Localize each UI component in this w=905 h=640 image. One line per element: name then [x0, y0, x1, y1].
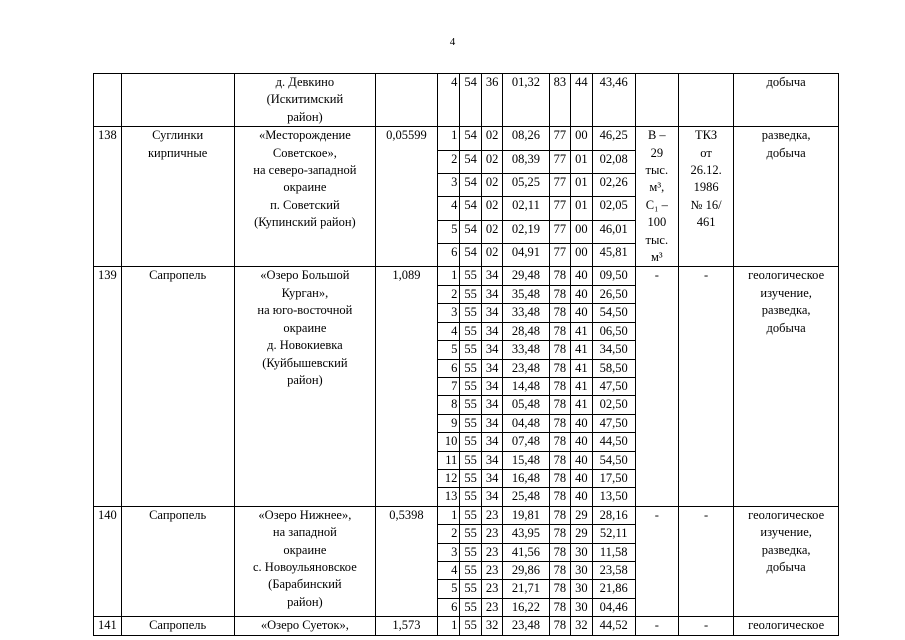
lon-seconds: 04,46 — [592, 598, 635, 616]
lat-degrees: 54 — [460, 127, 482, 150]
deposit-name — [234, 74, 376, 127]
lat-minutes: 23 — [481, 506, 503, 524]
area-value: 0,5398 — [376, 506, 438, 616]
cell-line: «Озеро Нижнее», — [258, 507, 352, 522]
lat-degrees: 54 — [460, 173, 482, 196]
page-number: 4 — [449, 36, 456, 48]
lon-degrees: 78 — [549, 285, 571, 303]
cell-line: 1986 — [693, 180, 719, 195]
lon-degrees: 78 — [549, 322, 571, 340]
lon-minutes: 41 — [571, 322, 593, 340]
lon-seconds: 54,50 — [592, 451, 635, 469]
lat-seconds: 33,48 — [503, 304, 549, 322]
cell-line: - — [703, 507, 709, 522]
lon-seconds: 43,46 — [592, 74, 635, 127]
entry-number: 138 — [94, 127, 122, 267]
lat-minutes: 36 — [481, 74, 503, 127]
cell-line: окраине — [283, 542, 327, 557]
approval-document — [678, 127, 733, 267]
approval-document — [678, 74, 733, 127]
lon-seconds: 34,50 — [592, 341, 635, 359]
deposit-name — [234, 617, 376, 635]
lat-minutes: 02 — [481, 173, 503, 196]
lat-minutes: 34 — [481, 267, 503, 285]
point-number: 3 — [437, 173, 460, 196]
lat-minutes: 23 — [481, 543, 503, 561]
lon-seconds: 47,50 — [592, 377, 635, 395]
lon-degrees: 78 — [549, 488, 571, 506]
lat-degrees: 55 — [460, 598, 482, 616]
lon-minutes: 40 — [571, 433, 593, 451]
cell-line: «Месторождение — [258, 128, 351, 143]
entry-number: 140 — [94, 506, 122, 616]
point-number: 1 — [437, 506, 460, 524]
lon-minutes: 40 — [571, 469, 593, 487]
lon-seconds: 06,50 — [592, 322, 635, 340]
lon-minutes: 40 — [571, 267, 593, 285]
cell-line: (Купинский район) — [254, 215, 356, 230]
lon-degrees: 78 — [549, 377, 571, 395]
lon-seconds: 23,58 — [592, 561, 635, 579]
lon-seconds: 54,50 — [592, 304, 635, 322]
lat-degrees: 54 — [460, 220, 482, 243]
lat-minutes: 34 — [481, 304, 503, 322]
cell-line: «Озеро Суеток», — [260, 618, 349, 633]
use-purpose — [734, 617, 839, 635]
lon-seconds: 44,52 — [592, 617, 635, 635]
point-number: 2 — [437, 150, 460, 173]
lat-seconds: 23,48 — [503, 617, 549, 635]
lon-minutes: 30 — [571, 561, 593, 579]
lat-degrees: 55 — [460, 617, 482, 635]
point-number: 6 — [437, 598, 460, 616]
lat-seconds: 16,22 — [503, 598, 549, 616]
lat-degrees: 55 — [460, 304, 482, 322]
point-number: 6 — [437, 244, 460, 267]
lat-degrees: 55 — [460, 488, 482, 506]
lon-seconds: 11,58 — [592, 543, 635, 561]
reserves — [635, 506, 678, 616]
area-value: 1,089 — [376, 267, 438, 506]
lon-minutes: 40 — [571, 414, 593, 432]
deposit-registry-table — [93, 73, 839, 636]
area-value: 1,573 — [376, 617, 438, 635]
lat-degrees: 55 — [460, 561, 482, 579]
lat-seconds: 28,48 — [503, 322, 549, 340]
lat-seconds: 21,71 — [503, 580, 549, 598]
lon-minutes: 41 — [571, 341, 593, 359]
area-value — [376, 74, 438, 127]
point-number: 13 — [437, 488, 460, 506]
lon-minutes: 01 — [571, 150, 593, 173]
cell-line: С₁ – — [645, 197, 668, 212]
point-number: 2 — [437, 285, 460, 303]
cell-line: Сапропель — [149, 507, 207, 522]
lat-seconds: 01,32 — [503, 74, 549, 127]
mineral-type — [121, 74, 234, 127]
point-number: 8 — [437, 396, 460, 414]
lon-seconds: 02,26 — [592, 173, 635, 196]
cell-line: окраине — [283, 180, 327, 195]
cell-line: на западной — [272, 525, 337, 540]
point-number: 7 — [437, 377, 460, 395]
cell-line: добыча — [766, 75, 806, 89]
lon-minutes: 40 — [571, 488, 593, 506]
lat-seconds: 02,11 — [503, 197, 549, 220]
lat-minutes: 34 — [481, 433, 503, 451]
cell-line: кирпичные — [147, 145, 208, 160]
point-number: 5 — [437, 341, 460, 359]
lat-seconds: 19,81 — [503, 506, 549, 524]
deposit-name — [234, 127, 376, 267]
lat-minutes: 34 — [481, 341, 503, 359]
lon-minutes: 40 — [571, 304, 593, 322]
lon-minutes: 00 — [571, 244, 593, 267]
cell-line: «Озеро Большой — [260, 268, 350, 283]
use-purpose — [734, 74, 839, 127]
lat-seconds: 16,48 — [503, 469, 549, 487]
point-number: 3 — [437, 543, 460, 561]
point-number: 1 — [437, 127, 460, 150]
lat-degrees: 55 — [460, 396, 482, 414]
lon-degrees: 78 — [549, 561, 571, 579]
cell-line: окраине — [283, 320, 327, 335]
lon-minutes: 30 — [571, 598, 593, 616]
cell-line: В – — [647, 128, 666, 143]
cell-line: Сапропель — [149, 618, 207, 633]
lon-degrees: 78 — [549, 304, 571, 322]
lon-seconds: 47,50 — [592, 414, 635, 432]
use-purpose — [734, 267, 839, 506]
lon-minutes: 41 — [571, 377, 593, 395]
cell-line: Суглинки — [152, 128, 204, 143]
point-number: 1 — [437, 617, 460, 635]
lat-minutes: 34 — [481, 451, 503, 469]
lat-minutes: 34 — [481, 377, 503, 395]
lon-seconds: 17,50 — [592, 469, 635, 487]
point-number: 2 — [437, 525, 460, 543]
cell-line: тыс. — [645, 163, 669, 178]
lat-degrees: 55 — [460, 433, 482, 451]
lon-minutes: 40 — [571, 451, 593, 469]
cell-line: тыс. — [645, 232, 669, 247]
lon-degrees: 83 — [549, 74, 571, 127]
lon-minutes: 01 — [571, 197, 593, 220]
lon-degrees: 77 — [549, 244, 571, 267]
cell-line: на северо-западной — [253, 163, 357, 178]
lat-minutes: 23 — [481, 525, 503, 543]
lon-degrees: 77 — [549, 220, 571, 243]
lat-seconds: 04,48 — [503, 414, 549, 432]
lon-seconds: 02,08 — [592, 150, 635, 173]
cell-line: - — [654, 268, 659, 283]
lon-seconds: 09,50 — [592, 267, 635, 285]
point-number: 4 — [437, 561, 460, 579]
table-row — [94, 617, 839, 635]
lon-degrees: 77 — [549, 150, 571, 173]
mineral-type — [121, 506, 234, 616]
use-purpose — [734, 127, 839, 267]
lat-degrees: 54 — [460, 150, 482, 173]
lon-minutes: 30 — [571, 580, 593, 598]
lon-degrees: 78 — [549, 359, 571, 377]
lon-seconds: 44,50 — [592, 433, 635, 451]
deposit-name — [234, 267, 376, 506]
lat-seconds: 08,39 — [503, 150, 549, 173]
lon-minutes: 00 — [571, 127, 593, 150]
entry-number — [94, 74, 122, 127]
lon-degrees: 78 — [549, 451, 571, 469]
cell-line: геологическое — [748, 507, 825, 522]
lat-degrees: 55 — [460, 285, 482, 303]
cell-line: разведка, — [761, 542, 811, 557]
lon-degrees: 77 — [549, 197, 571, 220]
cell-line: добыча — [766, 320, 806, 335]
approval-document — [678, 267, 733, 506]
cell-line: добыча — [766, 145, 806, 160]
lat-minutes: 02 — [481, 244, 503, 267]
lat-degrees: 55 — [460, 580, 482, 598]
lon-seconds: 52,11 — [592, 525, 635, 543]
lat-degrees: 55 — [460, 451, 482, 469]
lat-seconds: 07,48 — [503, 433, 549, 451]
table-row — [94, 74, 839, 127]
cell-line: Советское», — [272, 145, 337, 160]
cell-line: геологическое — [748, 618, 825, 633]
lon-seconds: 58,50 — [592, 359, 635, 377]
lat-degrees: 55 — [460, 267, 482, 285]
cell-line: - — [654, 618, 659, 633]
lat-minutes: 34 — [481, 285, 503, 303]
lon-degrees: 78 — [549, 469, 571, 487]
cell-line: 29 — [650, 145, 664, 160]
lat-seconds: 05,25 — [503, 173, 549, 196]
lon-seconds: 21,86 — [592, 580, 635, 598]
cell-line: на юго-восточной — [257, 303, 353, 318]
lon-seconds: 46,01 — [592, 220, 635, 243]
deposit-name — [234, 506, 376, 616]
lat-degrees: 55 — [460, 506, 482, 524]
lon-minutes: 44 — [571, 74, 593, 127]
lon-degrees: 78 — [549, 506, 571, 524]
mineral-type — [121, 267, 234, 506]
entry-number: 139 — [94, 267, 122, 506]
lat-degrees: 55 — [460, 543, 482, 561]
cell-line: (Барабинский — [268, 577, 342, 592]
cell-line: разведка, — [761, 128, 811, 143]
lon-degrees: 78 — [549, 617, 571, 635]
cell-line: п. Советский — [270, 197, 340, 212]
lat-seconds: 15,48 — [503, 451, 549, 469]
lat-minutes: 02 — [481, 150, 503, 173]
lon-minutes: 32 — [571, 617, 593, 635]
table-body — [94, 74, 839, 636]
reserves — [635, 127, 678, 267]
lat-minutes: 34 — [481, 396, 503, 414]
cell-line: с. Новоульяновское — [253, 559, 357, 574]
table-row — [94, 267, 839, 285]
lat-seconds: 04,91 — [503, 244, 549, 267]
lat-degrees: 55 — [460, 322, 482, 340]
lon-minutes: 29 — [571, 506, 593, 524]
lat-minutes: 02 — [481, 127, 503, 150]
cell-line: от — [700, 145, 712, 160]
lat-seconds: 29,48 — [503, 267, 549, 285]
lon-seconds: 46,25 — [592, 127, 635, 150]
approval-document — [678, 617, 733, 635]
cell-line: - — [703, 268, 709, 283]
cell-line: 26.12. — [690, 163, 722, 178]
lat-degrees: 55 — [460, 359, 482, 377]
lat-seconds: 33,48 — [503, 341, 549, 359]
lat-minutes: 34 — [481, 322, 503, 340]
area-value: 0,05599 — [376, 127, 438, 267]
lon-minutes: 41 — [571, 359, 593, 377]
cell-line: ТКЗ — [694, 128, 718, 143]
lon-degrees: 78 — [549, 341, 571, 359]
cell-line: добыча — [766, 559, 806, 574]
point-number: 5 — [437, 580, 460, 598]
lon-degrees: 78 — [549, 525, 571, 543]
cell-line: геологическое — [748, 268, 825, 283]
lon-minutes: 30 — [571, 543, 593, 561]
lon-degrees: 78 — [549, 543, 571, 561]
lat-seconds: 14,48 — [503, 377, 549, 395]
lon-degrees: 78 — [549, 433, 571, 451]
cell-line: разведка, — [761, 303, 811, 318]
lon-degrees: 78 — [549, 598, 571, 616]
cell-line: (Искитимский — [266, 92, 344, 107]
lat-seconds: 02,19 — [503, 220, 549, 243]
lat-minutes: 02 — [481, 220, 503, 243]
lat-minutes: 23 — [481, 561, 503, 579]
lat-degrees: 55 — [460, 525, 482, 543]
lat-degrees: 54 — [460, 244, 482, 267]
lon-minutes: 40 — [571, 285, 593, 303]
lat-minutes: 34 — [481, 469, 503, 487]
lat-minutes: 34 — [481, 488, 503, 506]
lat-degrees: 55 — [460, 414, 482, 432]
lon-seconds: 45,81 — [592, 244, 635, 267]
lat-degrees: 54 — [460, 74, 482, 127]
approval-document — [678, 506, 733, 616]
lat-seconds: 08,26 — [503, 127, 549, 150]
lon-degrees: 78 — [549, 580, 571, 598]
mineral-type — [121, 617, 234, 635]
cell-line: изучение, — [760, 525, 812, 540]
lat-seconds: 25,48 — [503, 488, 549, 506]
point-number: 6 — [437, 359, 460, 377]
lat-degrees: 54 — [460, 197, 482, 220]
lat-minutes: 23 — [481, 580, 503, 598]
lat-seconds: 43,95 — [503, 525, 549, 543]
lon-seconds: 02,05 — [592, 197, 635, 220]
point-number: 5 — [437, 220, 460, 243]
cell-line: (Куйбышевский — [262, 355, 348, 370]
lon-minutes: 00 — [571, 220, 593, 243]
lon-seconds: 26,50 — [592, 285, 635, 303]
lon-degrees: 78 — [549, 414, 571, 432]
lat-seconds: 29,86 — [503, 561, 549, 579]
lon-seconds: 02,50 — [592, 396, 635, 414]
cell-line: Сапропель — [149, 268, 207, 283]
point-number: 10 — [437, 433, 460, 451]
lon-degrees: 78 — [549, 396, 571, 414]
lon-seconds: 28,16 — [592, 506, 635, 524]
reserves — [635, 617, 678, 635]
mineral-type — [121, 127, 234, 267]
lat-minutes: 23 — [481, 598, 503, 616]
point-number: 12 — [437, 469, 460, 487]
lat-seconds: 35,48 — [503, 285, 549, 303]
cell-line: 461 — [696, 215, 716, 230]
cell-line: м³, — [649, 180, 665, 195]
lat-minutes: 34 — [481, 359, 503, 377]
lon-minutes: 41 — [571, 396, 593, 414]
entry-number: 141 — [94, 617, 122, 635]
cell-line: - — [654, 507, 659, 522]
table-row — [94, 506, 839, 524]
lat-minutes: 02 — [481, 197, 503, 220]
point-number: 1 — [437, 267, 460, 285]
lat-degrees: 55 — [460, 469, 482, 487]
point-number: 4 — [437, 322, 460, 340]
lon-degrees: 78 — [549, 267, 571, 285]
point-number: 4 — [437, 74, 460, 127]
cell-line: д. Новокиевка — [267, 338, 343, 353]
point-number: 3 — [437, 304, 460, 322]
use-purpose — [734, 506, 839, 616]
cell-line: район) — [287, 109, 323, 124]
cell-line: район) — [287, 594, 323, 609]
cell-line: район) — [287, 372, 323, 387]
lat-minutes: 32 — [481, 617, 503, 635]
cell-line: изучение, — [760, 285, 812, 300]
lon-degrees: 77 — [549, 127, 571, 150]
lat-degrees: 55 — [460, 341, 482, 359]
point-number: 9 — [437, 414, 460, 432]
lon-minutes: 29 — [571, 525, 593, 543]
lon-minutes: 01 — [571, 173, 593, 196]
cell-line: № 16/ — [690, 197, 722, 212]
lat-seconds: 23,48 — [503, 359, 549, 377]
reserves — [635, 74, 678, 127]
cell-line: д. Девкино — [275, 75, 335, 89]
cell-line: 100 — [647, 215, 667, 230]
point-number: 11 — [437, 451, 460, 469]
cell-line: Курган», — [281, 285, 329, 300]
reserves — [635, 267, 678, 506]
lat-seconds: 41,56 — [503, 543, 549, 561]
cell-line: м³ — [650, 250, 663, 265]
cell-line: - — [703, 618, 709, 633]
table-row — [94, 127, 839, 150]
lat-seconds: 05,48 — [503, 396, 549, 414]
point-number: 4 — [437, 197, 460, 220]
lat-minutes: 34 — [481, 414, 503, 432]
lat-degrees: 55 — [460, 377, 482, 395]
lon-seconds: 13,50 — [592, 488, 635, 506]
lon-degrees: 77 — [549, 173, 571, 196]
